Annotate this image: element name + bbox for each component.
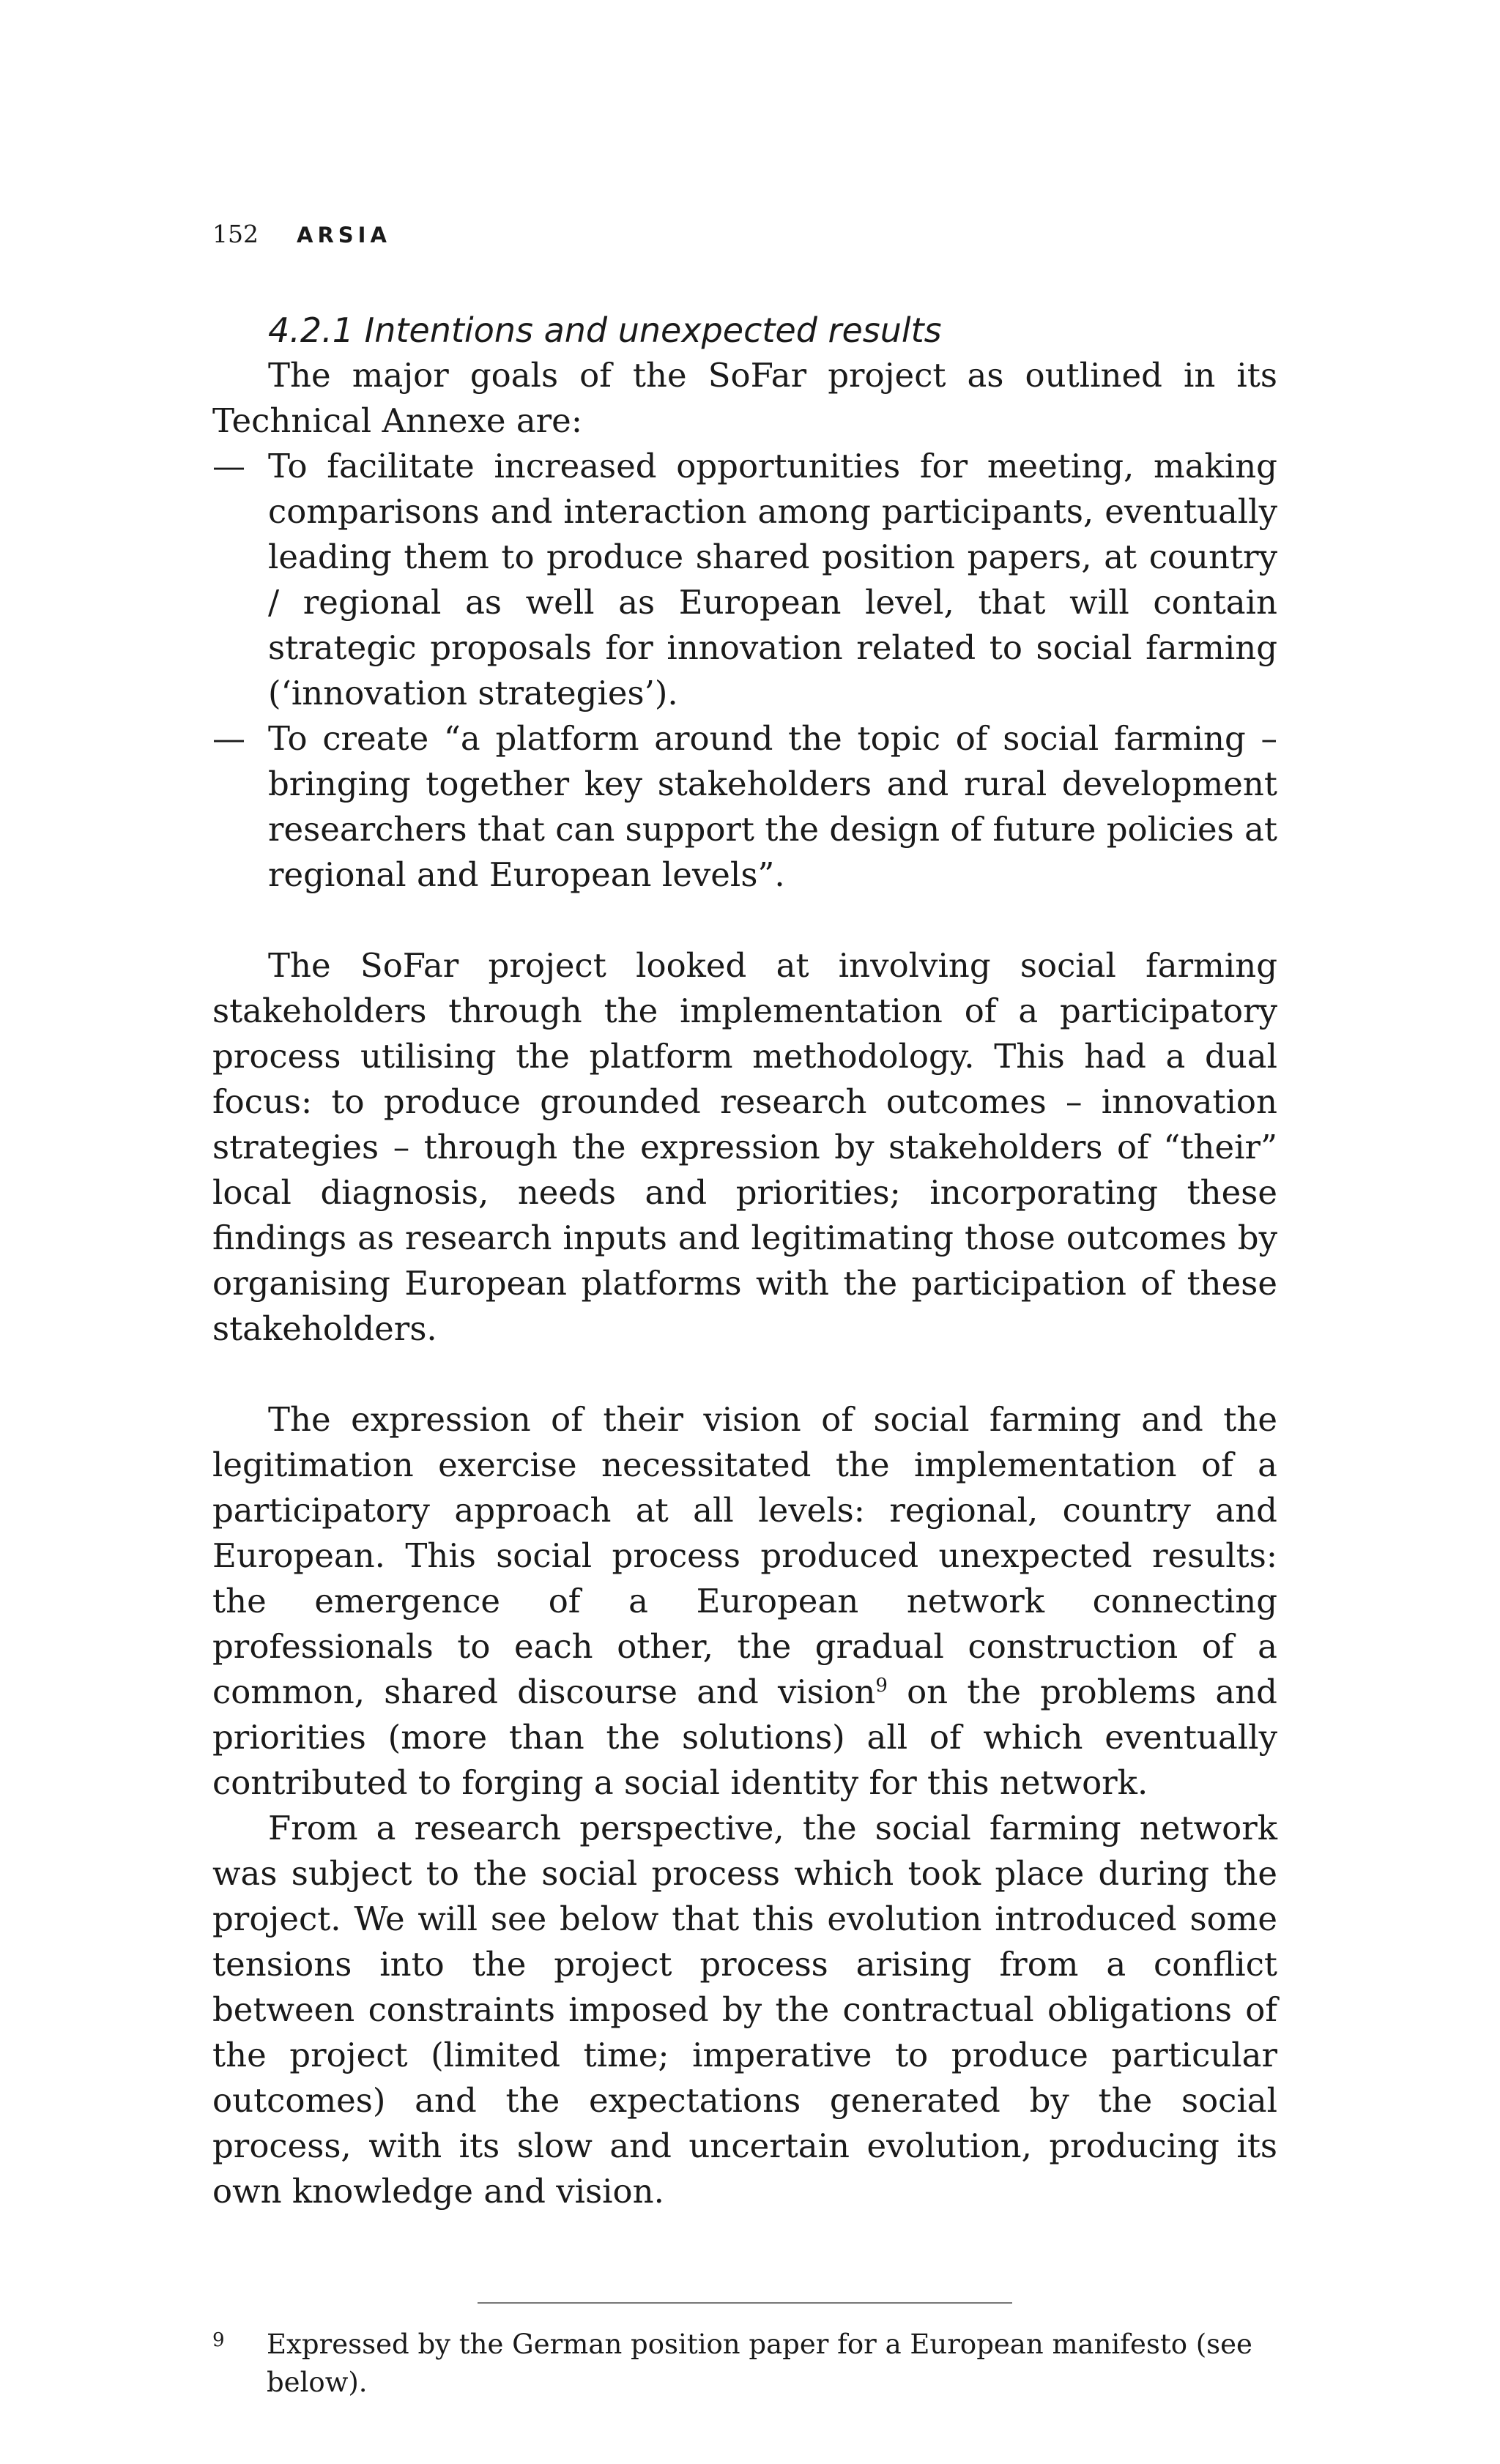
dash-bullet: — (212, 447, 245, 485)
paragraph-unexpected-results (212, 1397, 1277, 1806)
footnote-divider (478, 2302, 1012, 2304)
footnote (212, 2326, 1277, 2402)
goal-text: To facilitate increased opportunities for meeting, making comparisons and interaction among participants, eventually leading them to produce shared position papers, at country / regional as well as European level, that will contain strategic proposals for innovation related to social farming (‘innovation strategies’). (268, 447, 1277, 712)
goal-item (212, 444, 1277, 716)
journal-name: ARSIA (297, 223, 391, 247)
section-heading: 4.2.1 Intentions and unexpected results (268, 310, 942, 350)
footnote-text: Expressed by the German position paper for a European manifesto (see below). (267, 2329, 1252, 2398)
section-intro: The major goals of the SoFar project as outlined in its Technical Annexe are: (212, 356, 1277, 440)
paragraph-participatory-process: The SoFar project looked at involving social farming stakeholders through the implementation of a participatory process utilising the platform methodology. This had a dual focus: to produce grounded research outcomes – innovation strategies – through the expression by stakeholders of “their” local diagnosis, needs and priorities; incorporating these findings as research inputs and legitimating those outcomes by organising European platforms with the participation of these stakeholders. (212, 946, 1277, 1348)
paragraph-research-perspective: From a research perspective, the social farming network was subject to the social process which took place during the project. We will see below that this evolution introduced some tensions into the project process arising from a conflict between constraints imposed by the contractual obligations of the project (limited time; imperative to produce particular outcomes) and the expectations generated by the social process, with its slow and uncertain evolution, producing its own knowledge and vision. (212, 1809, 1277, 2211)
paragraph-text: on the problems and priorities (more than the solutions) all of which eventually contributed to forging a social identity for this network. (212, 1672, 1277, 1802)
page (212, 220, 1277, 2402)
goal-text: To create “a platform around the topic of social farming – bringing together key stakeholders and rural development researchers that can support the design of future policies at regional and European levels”. (268, 719, 1277, 894)
footnote-mark: 9 (212, 2329, 225, 2351)
running-head (212, 220, 1277, 261)
dash-bullet: — (212, 719, 245, 758)
paragraph-text: The expression of their vision of social farming and the legitimation exercise necessitated the implementation of a participatory approach at all levels: regional, country and European. This social process produced unexpected results: the emergence of a European network connecting professionals to each other, the gradual construction of a common, shared discourse and vision (212, 1400, 1277, 1711)
goal-item (212, 716, 1277, 898)
goals-list (212, 444, 1277, 898)
footnote-reference[interactable]: 9 (875, 1675, 888, 1697)
page-number: 152 (212, 220, 259, 248)
